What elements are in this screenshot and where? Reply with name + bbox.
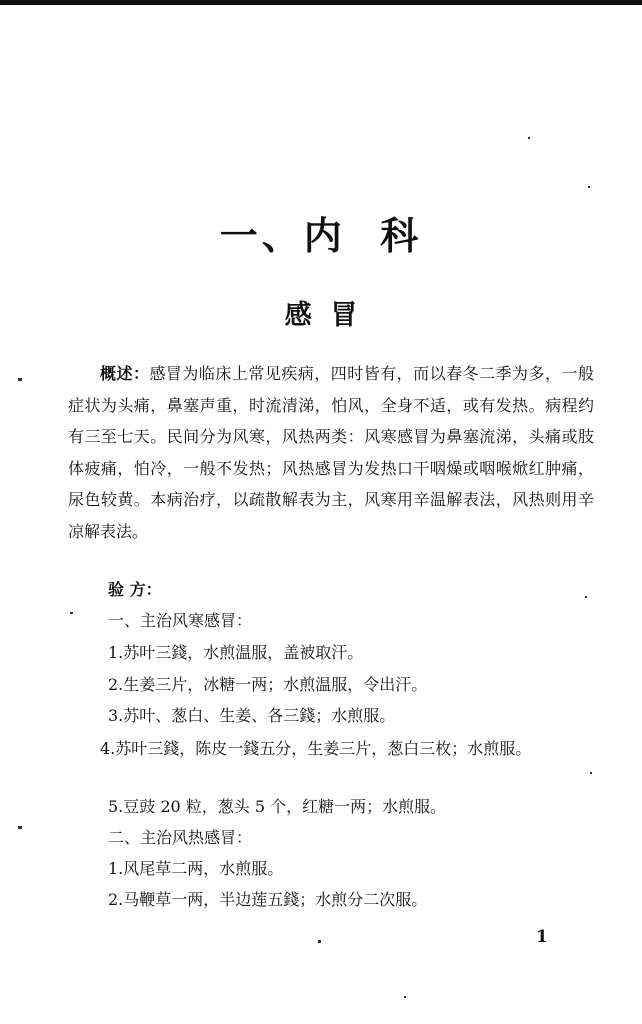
scan-speck [588,186,590,188]
scan-speck [18,378,22,381]
group2-title: 二、主治风热感冒： [108,828,253,847]
remedy-item: 5.豆豉 20 粒，葱头 5 个，红糖一两；水煎服。 [108,797,447,816]
remedy-item: 1.苏叶三錢，水煎温服，盖被取汗。 [108,643,364,662]
scan-speck [590,772,592,774]
scan-speck [18,826,22,829]
group1-title: 一、主治风寒感冒： [108,611,253,630]
page-top-border [0,0,642,5]
scan-speck [528,137,530,139]
scan-speck [404,996,406,998]
section-title: 感 冒 [284,300,358,331]
chapter-title: 一、内 科 [219,213,423,258]
remedy-item: 4.苏叶三錢，陈皮一錢五分，生姜三片，葱白三枚；水煎服。 [100,739,532,758]
remedy-item: 2.马鞭草一两，半边莲五錢；水煎分二次服。 [108,890,428,909]
remedies-heading: 验 方： [108,580,162,599]
overview-lead: 概述： [100,364,150,383]
scan-speck [70,612,73,614]
remedy-item: 3.苏叶、葱白、生姜、各三錢；水煎服。 [108,706,396,725]
scan-speck [585,596,587,598]
remedy-item: 2.生姜三片，冰糖一两；水煎温服，令出汗。 [108,675,428,694]
remedy-item: 1.风尾草二两，水煎服。 [108,859,284,878]
scan-speck [318,940,321,943]
page-number: 1 [536,927,548,947]
overview-text: 感冒为临床上常见疾病，四时皆有，而以春冬二季为多，一般症状为头痛，鼻塞声重，时流清涕，怕风，全身不适，或有发热。病程约有三至七天。民间分为风寒，风热两类：风寒感冒为鼻塞流涕，头痛或肢体疲痛，怕冷，一般不发热；风热感冒为发热口干咽燥或咽喉焮红肿痛，尿色较黄。本病治疗，以疏散解表为主，风寒用辛温解表法，风热则用辛凉解表法。 [68,364,594,541]
overview-paragraph [68,358,594,547]
